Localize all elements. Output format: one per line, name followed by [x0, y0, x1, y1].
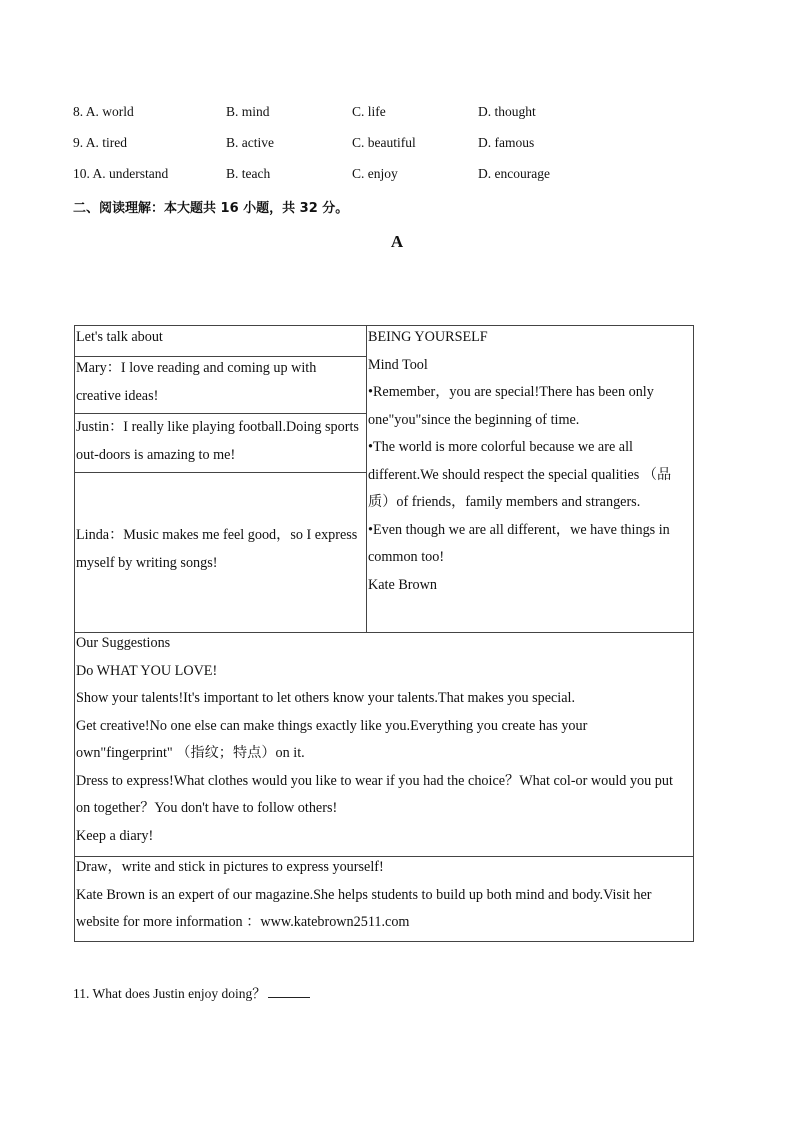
right-author: Kate Brown [368, 576, 437, 593]
answer-blank[interactable] [268, 984, 310, 998]
mary-cell [76, 355, 362, 410]
question-11 [73, 982, 310, 1002]
suggestion-line: Dress to express!What clothes would you like to wear if you had the choice？What col-or would you put on together？You don't have to follow others! [76, 772, 673, 816]
suggestion-line: Keep a diary! [76, 827, 154, 844]
option-a: 8. A. world [73, 104, 134, 119]
suggestion-line: Get creative!No one else can make things exactly like you.Everything you create has your own"fingerprint" （指纹；特点）on it. [76, 717, 588, 761]
passage-title: A [390, 232, 404, 251]
linda-cell [76, 522, 362, 577]
right-paragraph-3: •Even though we are all different，we have things in common too! [368, 521, 670, 565]
suggestion-line: Show your talents!It's important to let others know your talents.That makes you special. [76, 690, 576, 706]
section-heading: 二、阅读理解：本大题共 16 小题，共 32 分。 [73, 201, 349, 216]
footer-cell [76, 854, 666, 937]
right-cell [368, 324, 692, 599]
suggestions-heading: Our Suggestions [76, 635, 171, 651]
column-divider [366, 326, 367, 632]
option-d: D. famous [478, 135, 535, 150]
left-header-cell [76, 324, 364, 352]
right-paragraph-1: •Remember，you are special!There has been only one"you"since the beginning of time. [368, 384, 654, 428]
row-divider [75, 472, 366, 473]
option-d: D. encourage [478, 166, 550, 181]
option-a: 10. A. understand [73, 166, 169, 181]
passage-table [74, 325, 694, 942]
linda-text: Linda：Music makes me feel good，so I express myself by writing songs! [76, 527, 358, 571]
option-a: 9. A. tired [73, 135, 127, 150]
option-b: B. mind [226, 104, 270, 119]
mary-text: Mary：I love reading and coming up with creative ideas! [76, 360, 317, 404]
option-d: D. thought [478, 104, 536, 119]
option-c: C. life [352, 104, 386, 119]
suggestion-line: Do WHAT YOU LOVE! [76, 662, 218, 679]
option-b: B. teach [226, 166, 271, 181]
footer-line: Draw，write and stick in pictures to express yourself! [76, 859, 384, 875]
right-subtitle: Mind Tool [368, 356, 428, 373]
right-paragraph-2: •The world is more colorful because we are all different.We should respect the special qualities （品质）of friends，family members and strangers. [368, 439, 672, 510]
suggestions-cell [76, 630, 676, 850]
justin-text: Justin：I really like playing football.Doing sports out-doors is amazing to me! [76, 419, 359, 463]
justin-cell [76, 414, 362, 469]
left-header: Let's talk about [76, 329, 163, 345]
right-title: BEING YOURSELF [368, 329, 488, 345]
option-c: C. beautiful [352, 135, 416, 150]
option-c: C. enjoy [352, 166, 398, 181]
footer-line: Kate Brown is an expert of our magazine.She helps students to build up both mind and body.Visit her website for more information ：www.katebrown2511.com [76, 886, 652, 930]
option-b: B. active [226, 135, 274, 150]
question-text: 11. What does Justin enjoy doing？ [73, 986, 266, 1001]
